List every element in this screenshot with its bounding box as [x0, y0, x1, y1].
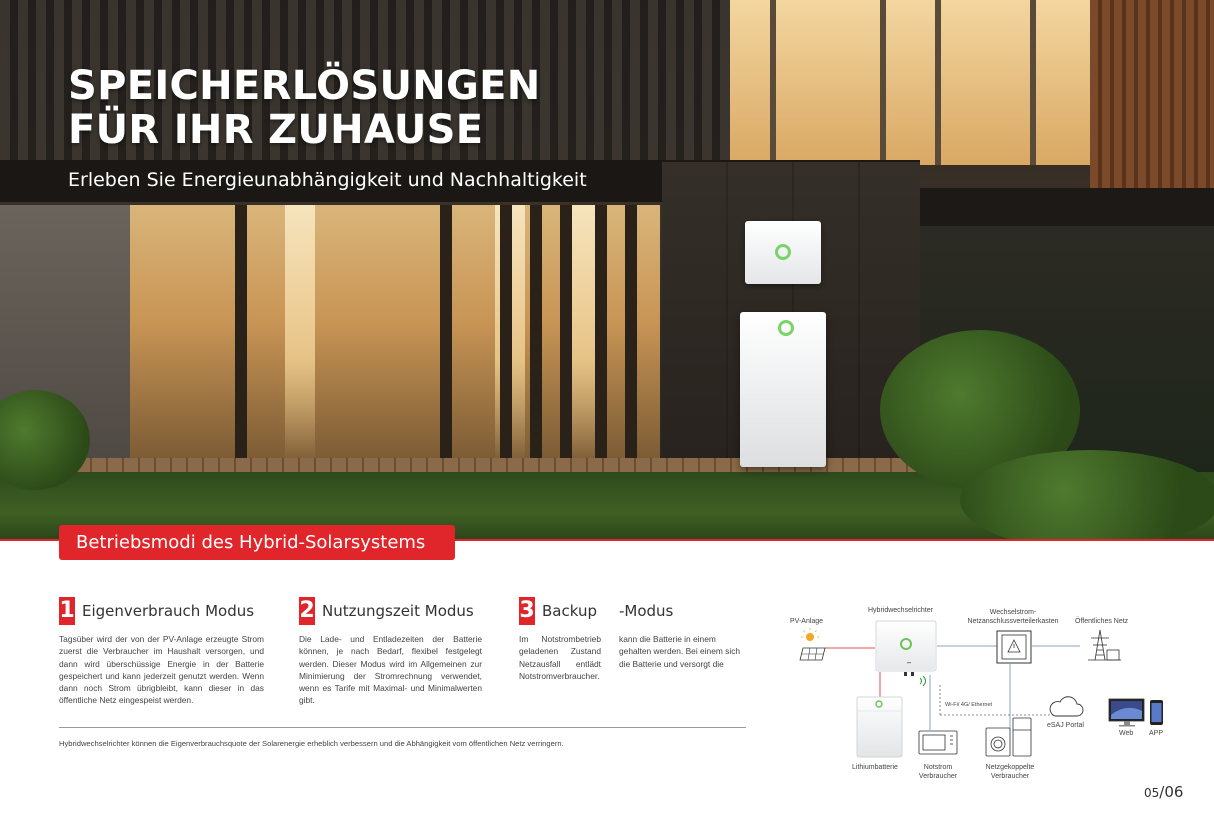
mode-description: Im Notstrombetrieb geladenen Zustand Netzausfall entlädt Notstromverbraucher. — [519, 634, 601, 681]
page-number: 05/06 — [1144, 783, 1184, 801]
hero-title: SPEICHERLÖSUNGEN FÜR IHR ZUHAUSE — [68, 63, 541, 153]
diagram-label-portal: eSAJ Portal — [1047, 722, 1084, 729]
glass-facade — [130, 205, 660, 463]
diagram-label-grid-loads: Netzgekoppelte Verbraucher — [985, 764, 1035, 780]
mode-title: Backup — [542, 602, 597, 620]
battery-icon — [857, 697, 902, 757]
mode-number: 2 — [299, 598, 315, 623]
grid-tower-icon — [1088, 630, 1121, 660]
grid-loads-icon — [986, 718, 1031, 756]
modes-banner: Betriebsmodi des Hybrid-Solarsystems — [59, 525, 455, 560]
hero-subtitle: Erleben Sie Energieunabhängigkeit und Nachhaltigkeit — [68, 169, 587, 191]
phone-icon — [1150, 700, 1163, 725]
hybrid-inverter-photo — [745, 221, 821, 284]
monitor-icon — [1109, 699, 1144, 727]
diagram-label-backup: Notstrom Verbraucher — [918, 764, 958, 780]
inverter-icon — [876, 621, 936, 686]
mode-description: Tagsüber wird der von der PV-Anlage erzeugte Strom zuerst die Verbraucher im Haushalt versorgen, und dann wird überschüssige Energie in der Batterie gespeichert und kann jederzeit genutzt werden. Wenn dann noch Strom übrigbleibt, kann dieser in das öffentliche Netz eingespeist werden. — [59, 634, 264, 706]
backup-loads-icon — [919, 731, 957, 754]
diagram-label-grid: Öffentliches Netz — [1075, 618, 1129, 625]
mode-title: Eigenverbrauch Modus — [82, 602, 255, 620]
upper-floor-window — [730, 0, 1090, 165]
mode-title: Nutzungszeit Modus — [322, 602, 474, 620]
mode-number: 3 — [519, 598, 535, 623]
diagram-label-app: APP — [1149, 730, 1164, 737]
status-ring-icon — [775, 244, 791, 260]
footnote: Hybridwechselrichter können die Eigenverbrauchsquote der Solarenergie erheblich verbessern und die Abhängigkeit vom öffentlichen Netz verringern. — [59, 739, 564, 748]
mode-number: 1 — [59, 598, 75, 623]
diagram-label-wifi: Wi-Fi/ 4G/ Ethernet — [945, 702, 993, 708]
diagram-label-battery: Lithiumbatterie — [852, 764, 898, 771]
status-ring-icon — [778, 320, 794, 336]
mode-description: Die Lade- und Entladezeiten der Batterie können, je nach Bedarf, flexibel festgelegt werden. Dieser Modus wird im Allgemeinen zur Minimierung der Stromrechnung verwendet, wenn es Tarife mit Maximal- und Minimalwerten gibt. — [299, 634, 482, 706]
divider-line — [59, 727, 746, 728]
diagram-label-inverter: Hybridwechselrichter — [868, 607, 933, 614]
battery-photo — [740, 312, 826, 467]
diagram-label-web: Web — [1119, 730, 1134, 737]
solar-panel-icon — [800, 628, 825, 660]
diagram-label-pv: PV-Anlage — [790, 618, 824, 625]
mode-description-col2: kann die Batterie in einem gehalten werden. Bei einem sich die Batterie und versorgt die — [619, 634, 741, 669]
diagram-label-ac-box: Wechselstrom- Netzanschlussverteilerkasten — [967, 609, 1059, 625]
mode-title-suffix: -Modus — [619, 602, 674, 620]
wood-cladding — [1090, 0, 1214, 190]
plant — [960, 450, 1214, 540]
system-diagram — [780, 600, 1180, 785]
diagram-graphic — [780, 600, 1180, 785]
distribution-box-icon — [997, 631, 1031, 663]
cloud-icon — [1050, 697, 1083, 716]
